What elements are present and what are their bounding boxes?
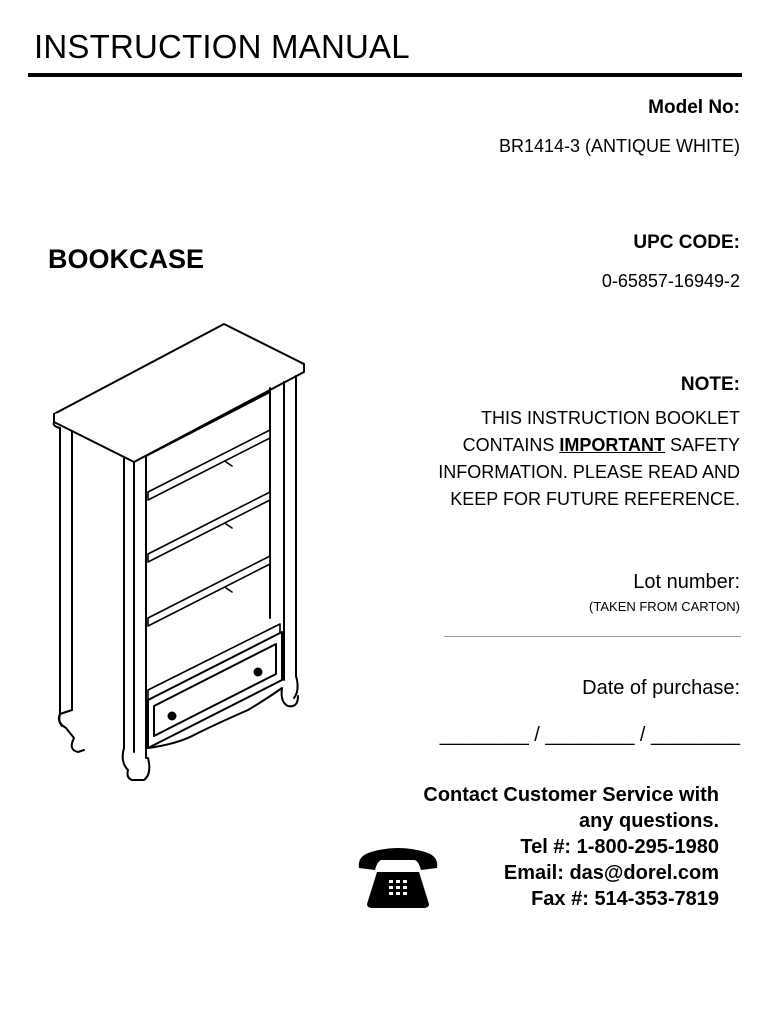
note-body bbox=[438, 405, 740, 513]
note-line-2 bbox=[438, 432, 740, 459]
model-label: Model No: bbox=[648, 97, 740, 118]
purchase-date-label: Date of purchase: bbox=[582, 677, 740, 699]
bookcase-illustration bbox=[48, 318, 308, 790]
note-label: NOTE: bbox=[680, 374, 740, 395]
upc-value: 0-65857-16949-2 bbox=[601, 271, 740, 291]
note-line-2-post: SAFETY bbox=[664, 435, 740, 455]
lot-number-hint: (TAKEN FROM CARTON) bbox=[589, 599, 740, 614]
lot-number-field-line[interactable] bbox=[444, 636, 741, 637]
contact-fax: Fax #: 514-353-7819 bbox=[531, 888, 719, 910]
note-line-2-pre: CONTAINS bbox=[462, 435, 560, 455]
contact-line-1: Contact Customer Service with bbox=[423, 784, 719, 806]
customer-service-block bbox=[423, 782, 719, 912]
contact-line-2: any questions. bbox=[578, 810, 719, 832]
note-line-1: THIS INSTRUCTION BOOKLET bbox=[480, 408, 740, 428]
note-line-4: KEEP FOR FUTURE REFERENCE. bbox=[450, 489, 740, 509]
product-name: BOOKCASE bbox=[48, 244, 205, 274]
purchase-date-blanks[interactable]: ________ / ________ / ________ bbox=[439, 724, 740, 746]
contact-email: Email: das@dorel.com bbox=[503, 862, 719, 884]
upc-label: UPC CODE: bbox=[633, 232, 740, 253]
contact-phone: Tel #: 1-800-295-1980 bbox=[520, 836, 719, 858]
lot-number-label: Lot number: bbox=[633, 571, 740, 593]
important-emphasis: IMPORTANT bbox=[559, 435, 665, 455]
title-divider bbox=[28, 73, 742, 77]
note-line-3: INFORMATION. PLEASE READ AND bbox=[438, 462, 740, 482]
model-value: BR1414-3 (ANTIQUE WHITE) bbox=[498, 136, 740, 156]
manual-title: INSTRUCTION MANUAL bbox=[34, 28, 410, 65]
